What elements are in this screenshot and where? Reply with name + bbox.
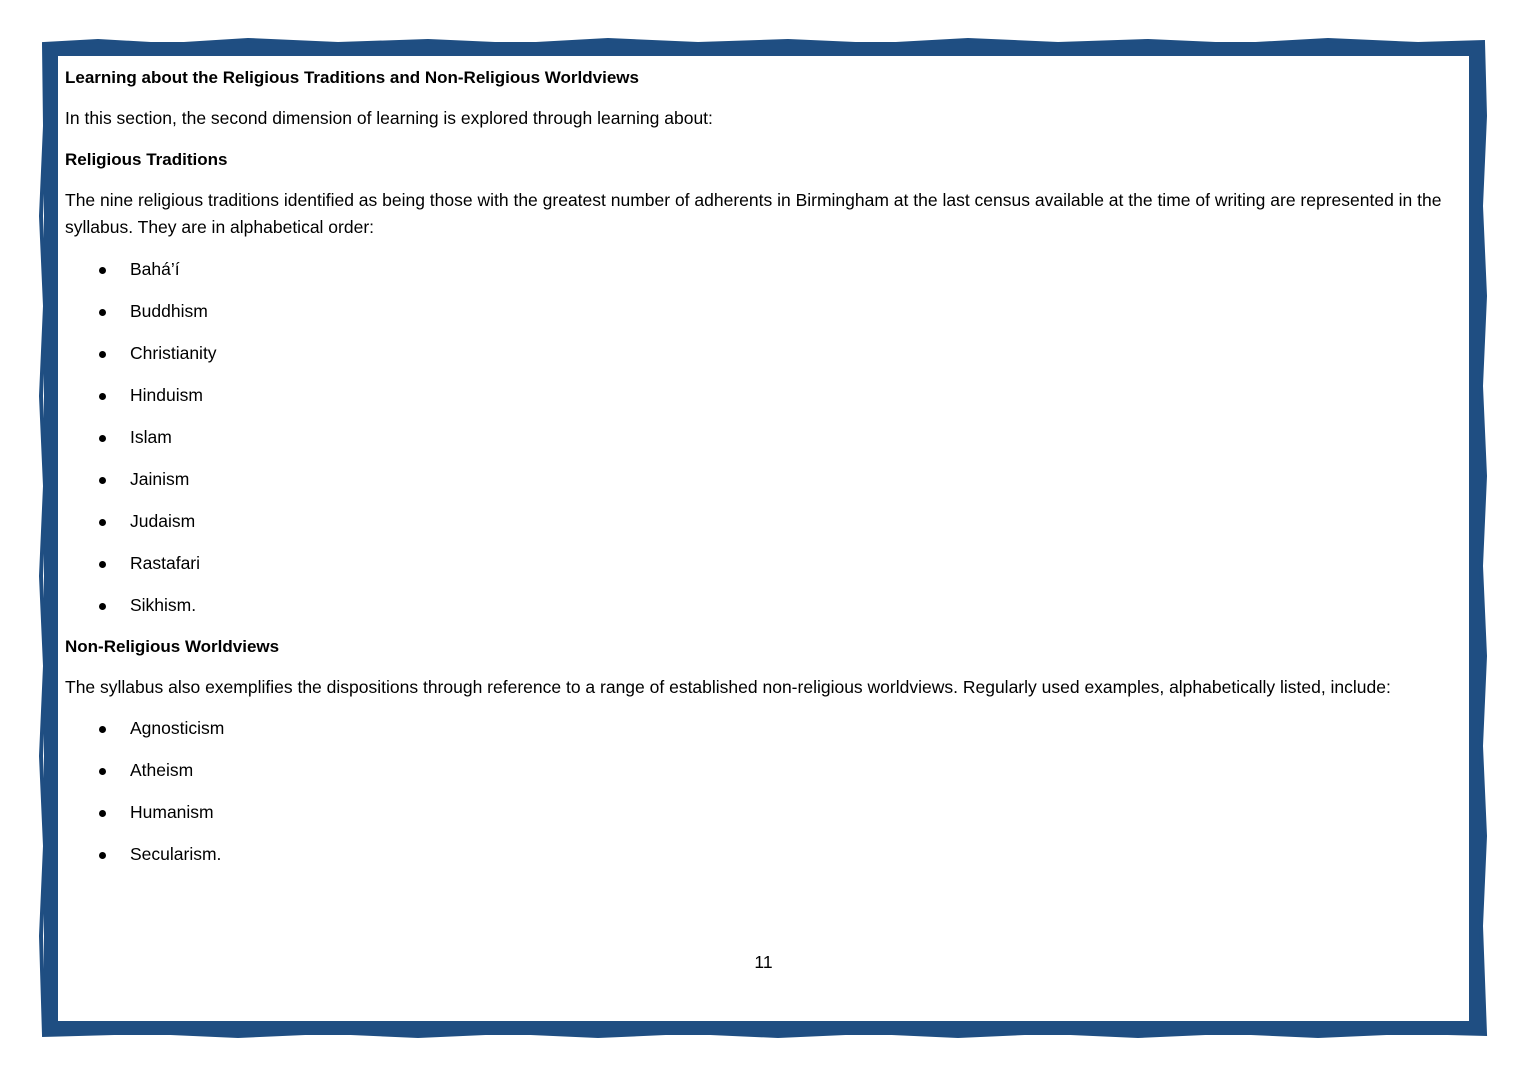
list-item: Secularism. (65, 841, 1465, 883)
religious-traditions-heading: Religious Traditions (65, 150, 228, 169)
list-item: Buddhism (65, 298, 1465, 340)
non-religious-worldviews-paragraph: The syllabus also exemplifies the dispositions through reference to a range of established non-religious worldviews. Regularly used examples, alphabetically listed, include: (65, 677, 1391, 697)
bullet-icon (99, 309, 106, 316)
list-item: Atheism (65, 757, 1465, 799)
section-intro: In this section, the second dimension of learning is explored through learning about: (65, 108, 713, 128)
bullet-icon (99, 810, 106, 817)
bullet-icon (99, 267, 106, 274)
bullet-icon (99, 351, 106, 358)
page-content (65, 64, 1465, 883)
bullet-icon (99, 726, 106, 733)
list-item: Agnosticism (65, 715, 1465, 757)
bullet-icon (99, 603, 106, 610)
non-religious-worldviews-list (65, 715, 1465, 883)
section-title: Learning about the Religious Traditions and Non-Religious Worldviews (65, 68, 639, 87)
religious-traditions-paragraph: The nine religious traditions identified as being those with the greatest number of adherents in Birmingham at the last census available at the time of writing are represented in the syllabus. They are in alphabetical order: (65, 190, 1442, 237)
list-item: Sikhism. (65, 592, 1465, 633)
bullet-icon (99, 435, 106, 442)
list-item: Rastafari (65, 550, 1465, 592)
list-item: Humanism (65, 799, 1465, 841)
list-item: Bahá’í (65, 256, 1465, 298)
list-item: Hinduism (65, 382, 1465, 424)
religious-traditions-list (65, 256, 1465, 633)
bullet-icon (99, 768, 106, 775)
list-item: Jainism (65, 466, 1465, 508)
bullet-icon (99, 393, 106, 400)
list-item: Islam (65, 424, 1465, 466)
list-item: Christianity (65, 340, 1465, 382)
list-item: Judaism (65, 508, 1465, 550)
bullet-icon (99, 519, 106, 526)
page-number: 11 (754, 952, 773, 972)
bullet-icon (99, 561, 106, 568)
bullet-icon (99, 477, 106, 484)
bullet-icon (99, 852, 106, 859)
non-religious-worldviews-heading: Non-Religious Worldviews (65, 637, 280, 656)
